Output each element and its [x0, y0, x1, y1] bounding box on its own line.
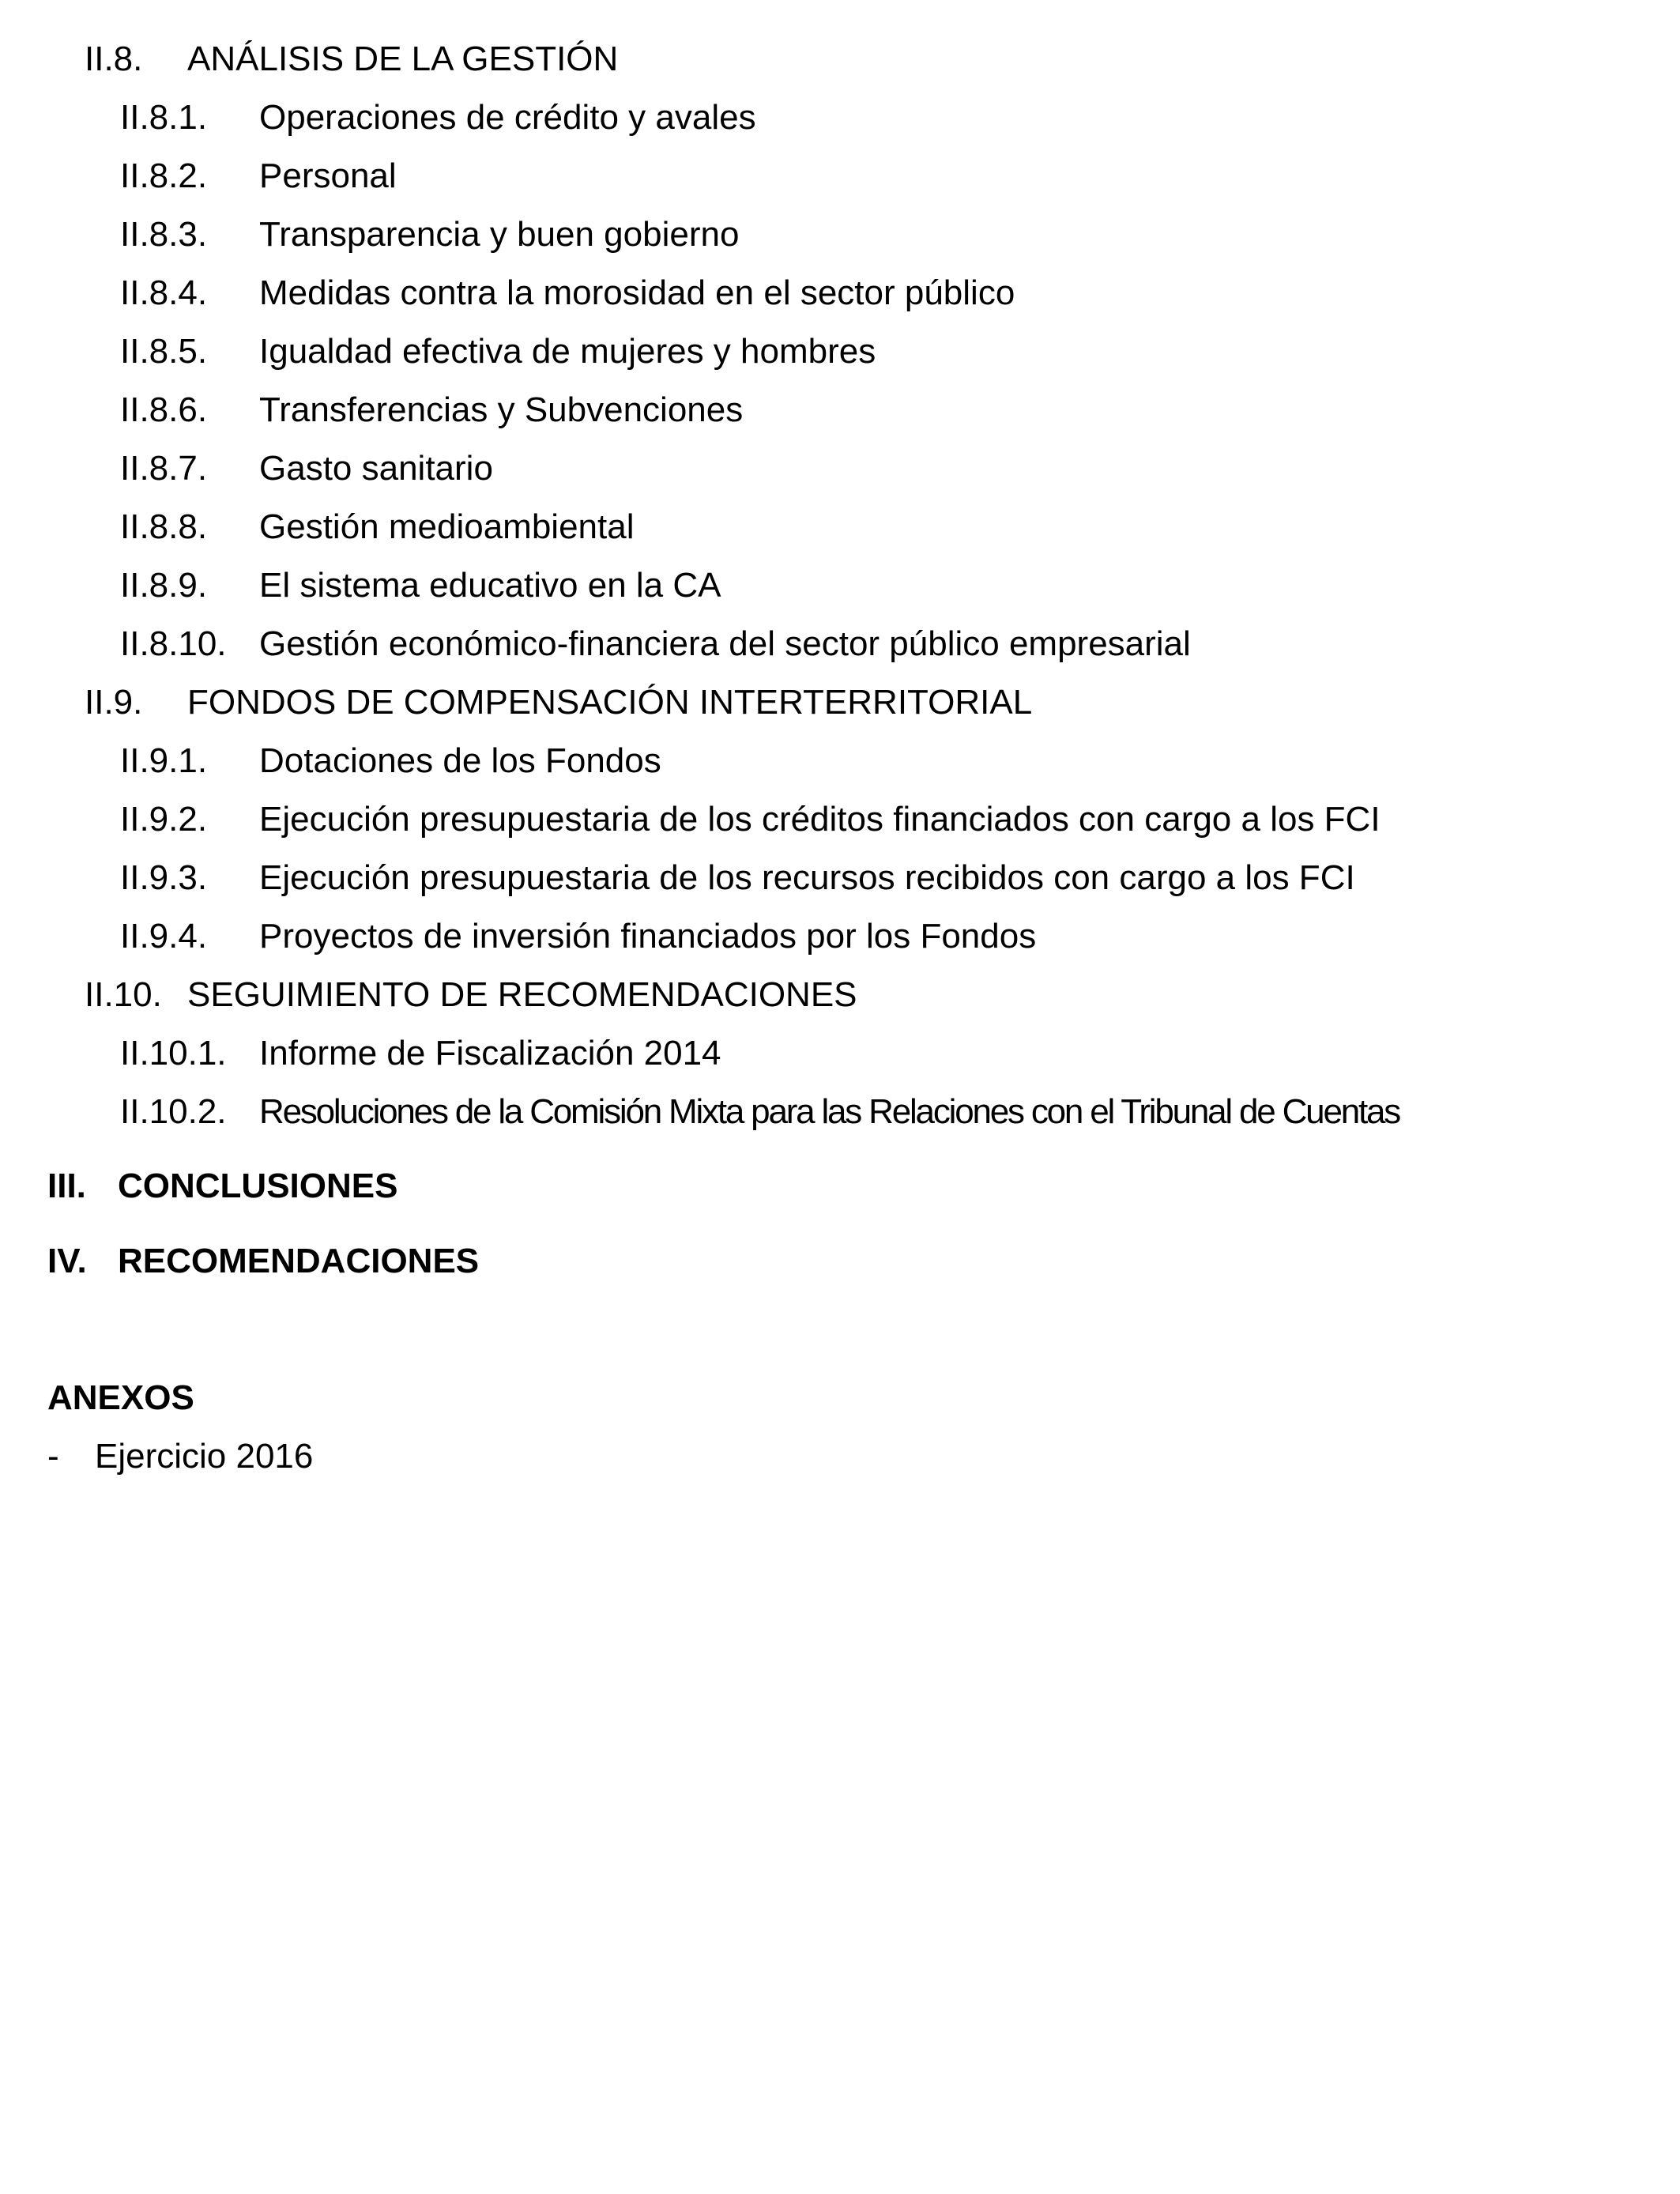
toc-number: IV. [47, 1242, 87, 1280]
toc-title: Ejecución presupuestaria de los créditos financiados con cargo a los FCI [259, 800, 1381, 839]
toc-number: II.8.6. [120, 390, 208, 429]
toc-number: II.8. [85, 40, 143, 78]
toc-number: II.9.4. [120, 917, 208, 956]
toc-number: II.10.2. [120, 1092, 227, 1131]
toc-title: SEGUIMIENTO DE RECOMENDACIONES [187, 975, 857, 1014]
toc-title: Medidas contra la morosidad en el sector público [259, 273, 1015, 312]
toc-title: El sistema educativo en la CA [259, 566, 721, 605]
toc-title: CONCLUSIONES [118, 1167, 398, 1205]
toc-number: III. [47, 1167, 86, 1205]
toc-number: II.9. [85, 683, 143, 722]
toc-title: Informe de Fiscalización 2014 [259, 1034, 721, 1072]
toc-title: Proyectos de inversión financiados por los Fondos [259, 917, 1037, 956]
toc-title: ANÁLISIS DE LA GESTIÓN [187, 40, 619, 78]
toc-title: Transparencia y buen gobierno [259, 215, 740, 254]
anexos-heading: ANEXOS [47, 1378, 194, 1417]
toc-number: II.8.5. [120, 332, 208, 371]
toc-title: Personal [259, 156, 397, 195]
toc-number: II.9.2. [120, 800, 208, 839]
toc-number: II.8.1. [120, 98, 208, 137]
toc-title: Transferencias y Subvenciones [259, 390, 744, 429]
toc-number: II.8.2. [120, 156, 208, 195]
toc-title: FONDOS DE COMPENSACIÓN INTERTERRITORIAL [187, 683, 1033, 722]
anexo-title: Ejercicio 2016 [95, 1437, 314, 1476]
toc-number: II.8.8. [120, 507, 208, 546]
toc-number: II.10.1. [120, 1034, 227, 1072]
toc-title: Operaciones de crédito y avales [259, 98, 756, 137]
toc-title: RECOMENDACIONES [118, 1242, 480, 1280]
toc-title: Resoluciones de la Comisión Mixta para las Relaciones con el Tribunal de Cuentas [259, 1092, 1400, 1131]
toc-number: II.8.3. [120, 215, 208, 254]
toc-title: Gestión medioambiental [259, 507, 635, 546]
toc-title: Ejecución presupuestaria de los recursos recibidos con cargo a los FCI [259, 858, 1355, 897]
toc-title: Igualdad efectiva de mujeres y hombres [259, 332, 876, 371]
toc-number: II.10. [85, 975, 162, 1014]
toc-number: II.8.10. [120, 624, 227, 663]
toc-title: Gestión económico-financiera del sector público empresarial [259, 624, 1191, 663]
toc-number: II.8.7. [120, 449, 208, 488]
toc-number: II.8.4. [120, 273, 208, 312]
toc-title: Gasto sanitario [259, 449, 493, 488]
anexo-bullet: - [47, 1437, 59, 1476]
toc-number: II.9.1. [120, 741, 208, 780]
toc-title: Dotaciones de los Fondos [259, 741, 661, 780]
toc-number: II.8.9. [120, 566, 208, 605]
toc-number: II.9.3. [120, 858, 208, 897]
